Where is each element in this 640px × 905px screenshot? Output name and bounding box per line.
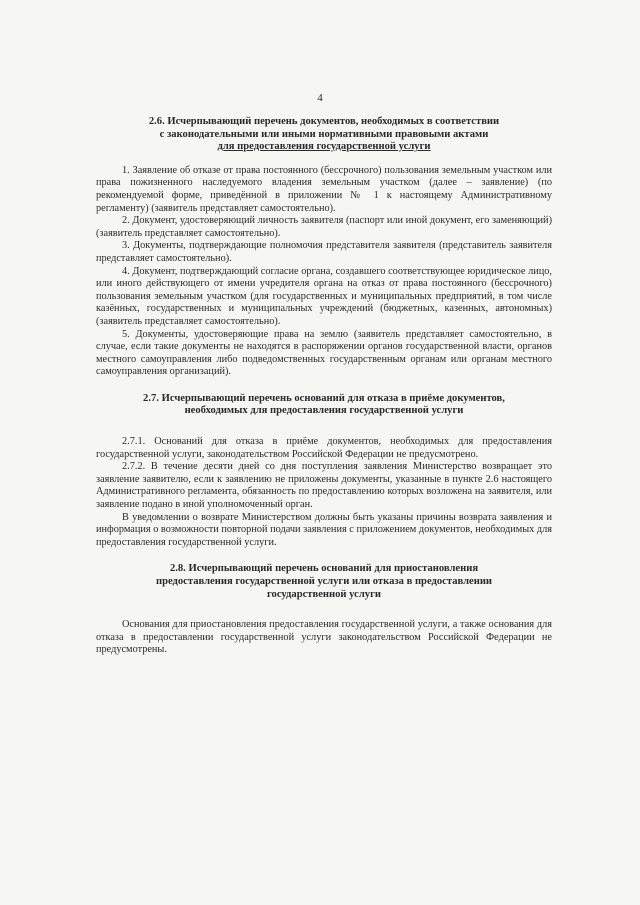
- document-body: [96, 116, 552, 657]
- paragraph: В уведомлении о возврате Министерством должны быть указаны причины возврата заявления и информация о возможности повторной подачи заявления с приложением документов, необходимых для предоставления государственной услуги.: [96, 511, 552, 548]
- paragraph: Основания для приостановления предоставления государственной услуги, а также основания для отказа в предоставлении государственной услуги законодательством Российской Федерации не предусмотрены.: [96, 619, 552, 656]
- heading-line: предоставления государственной услуги или отказа в предоставлении: [155, 576, 493, 587]
- heading-line: с законодательными или иными нормативными правовыми актами: [159, 128, 489, 140]
- paragraph: 1. Заявление об отказе от права постоянного (бессрочного) пользования земельным участком или права пожизненного наследуемого владения земельным участком (далее – заявление) (по рекомендуемой форме, приведённой в приложении № 1 к настоящему Административному регламенту) (заявитель представляет самостоятельно).: [96, 164, 552, 214]
- heading-line: 2.6. Исчерпывающий перечень документов, необходимых в соответствии: [148, 116, 500, 127]
- paragraph: 2.7.1. Оснований для отказа в приёме документов, необходимых для предоставления государственной услуги, законодательством Российской Федерации не предусмотрено.: [96, 436, 552, 460]
- heading-line: необходимых для предоставления государственной услуги: [184, 405, 464, 417]
- heading-line: для предоставления государственной услуги: [217, 141, 431, 153]
- heading-line: государственной услуги: [267, 588, 381, 600]
- paragraph: 2.7.2. В течение десяти дней со дня поступления заявления Министерство возвращает это заявление заявителю, если к заявлению не приложены документы, указанные в пункте 2.6 настоящего Административного регламента, обязанность по предоставлению которых возложена на заявителя, или заявление подано в иной уполномоченный орган.: [96, 461, 552, 511]
- section-2-8: [96, 563, 552, 657]
- paragraph: 4. Документ, подтверждающий согласие органа, создавшего соответствующее юридическое лицо, или иного действующего от имени учредителя органа на отказ от права постоянного (бессрочного) пользования земельным участком (для государственных и муниципальных предприятий, в том числе казённых, государственных и муниципальных учреждений (бюджетных, казенных, автономных) (заявитель представляет самостоятельно).: [96, 265, 552, 327]
- page-number: 4: [317, 92, 323, 104]
- section-2-6: [96, 116, 552, 379]
- paragraph: 3. Документы, подтверждающие полномочия представителя заявителя (представитель заявителя представляет самостоятельно).: [96, 240, 552, 264]
- paragraph: 5. Документы, удостоверяющие права на землю (заявитель представляет самостоятельно, в случае, если такие документы не находятся в распоряжении органов государственной власти, органов местного самоуправления либо подведомственных государственным органам или органам местного самоуправления организаций).: [96, 328, 552, 378]
- paragraph: 2. Документ, удостоверяющий личность заявителя (паспорт или иной документ, его заменяющий) (заявитель представляет самостоятельно).: [96, 215, 552, 239]
- section-heading: [96, 116, 552, 154]
- section-heading: [96, 563, 552, 601]
- heading-line: 2.8. Исчерпывающий перечень оснований для приостановления: [169, 563, 479, 575]
- section-heading: [96, 393, 552, 418]
- section-2-7: [96, 393, 552, 550]
- heading-line: 2.7. Исчерпывающий перечень оснований для отказа в приёме документов,: [143, 392, 505, 404]
